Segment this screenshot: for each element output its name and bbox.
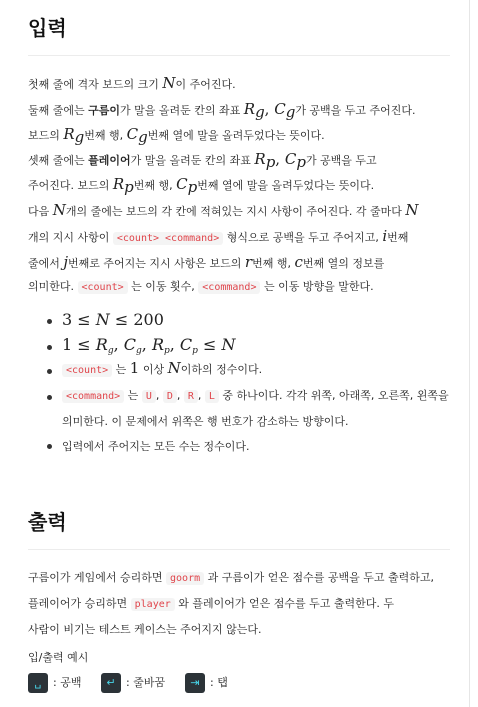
bullet-dot	[47, 369, 52, 374]
input-line-9: 의미한다. <count> 는 이동 횟수, <command> 는 이동 방향을 말한다.	[28, 280, 374, 293]
player-code: player	[131, 598, 175, 611]
input-heading: 입력	[28, 16, 67, 40]
constraint-count: <count> 는 1 이상 N이하의 정수이다.	[62, 361, 262, 378]
input-line-7: 개의 지시 사항이 <count> <command> 형식으로 공백을 두고 주어지고, i번째	[28, 227, 409, 245]
input-line-6: 다음 N개의 줄에는 보드의 각 칸에 적혀있는 지시 사항이 주어진다. 각 줄마다 N	[28, 201, 419, 219]
constraint-integers: 입력에서 주어지는 모든 수는 정수이다.	[62, 440, 250, 453]
constraint-coordinates-range: $1 \le R_g$, $C_g$, $R_p$, $C_p \le N$	[62, 335, 236, 356]
output-line-1: 구름이가 게임에서 승리하면 goorm 과 구름이가 얻은 점수를 공백을 두고 출력하고,	[28, 571, 434, 584]
output-line-3: 사람이 비기는 테스트 케이스는 주어지지 않는다.	[28, 623, 262, 636]
output-line-2: 플레이어가 승리하면 player 와 플레이어가 얻은 점수를 두고 출력한다. 두	[28, 597, 395, 610]
input-divider	[28, 55, 450, 56]
tab-legend-label: : 탭	[210, 676, 228, 689]
constraint-n-range: 3 ≤ N ≤ 200	[62, 310, 164, 329]
space-legend-label: : 공백	[53, 676, 82, 689]
bullet-dot	[47, 395, 52, 400]
output-divider	[28, 549, 450, 550]
space-icon: ␣	[28, 673, 48, 693]
count-code: <count>	[78, 281, 128, 294]
input-line-5: 주어진다. 보드의 $R_p$번째 행, $C_p$번째 열에 말을 올려두었다는 뜻이다.	[28, 175, 375, 196]
command-code: <command>	[198, 281, 260, 294]
io-example-label: 입/출력 예시	[28, 651, 89, 664]
input-line-4: 셋째 줄에는 플레이어가 말을 올려둔 칸의 좌표 $R_p$, $C_p$가 공백을 두고	[28, 150, 377, 171]
bullet-dot	[47, 319, 52, 324]
bullet-dot	[47, 345, 52, 350]
count-command-code: <count> <command>	[113, 232, 223, 245]
tab-icon: ⇥	[185, 673, 205, 693]
newline-icon: ↵	[101, 673, 121, 693]
newline-legend-label: : 줄바꿈	[126, 676, 166, 689]
input-line-8: 줄에서 j번째로 주어지는 지시 사항은 보드의 r번째 행, c번째 열의 정보를	[28, 253, 385, 271]
output-heading: 출력	[28, 510, 67, 534]
page-right-border	[469, 0, 470, 707]
constraint-command: <command> 는 U , D , R , L 중 하나이다. 각각 위쪽, 아래쪽, 오른쪽, 왼쪽을	[62, 389, 449, 404]
input-line-2: 둘째 줄에는 구름이가 말을 올려둔 칸의 좌표 $R_g$, $C_g$가 공백을 두고 주어진다.	[28, 100, 416, 121]
goorm-code: goorm	[166, 572, 204, 585]
constraint-command-cont: 의미한다. 이 문제에서 위쪽은 행 번호가 감소하는 방향이다.	[62, 415, 349, 428]
bullet-dot	[47, 444, 52, 449]
input-line-1: 첫째 줄에 격자 보드의 크기 N이 주어진다.	[28, 74, 236, 92]
input-line-3: 보드의 $R_g$번째 행, $C_g$번째 열에 말을 올려두었다는 뜻이다.	[28, 125, 325, 146]
